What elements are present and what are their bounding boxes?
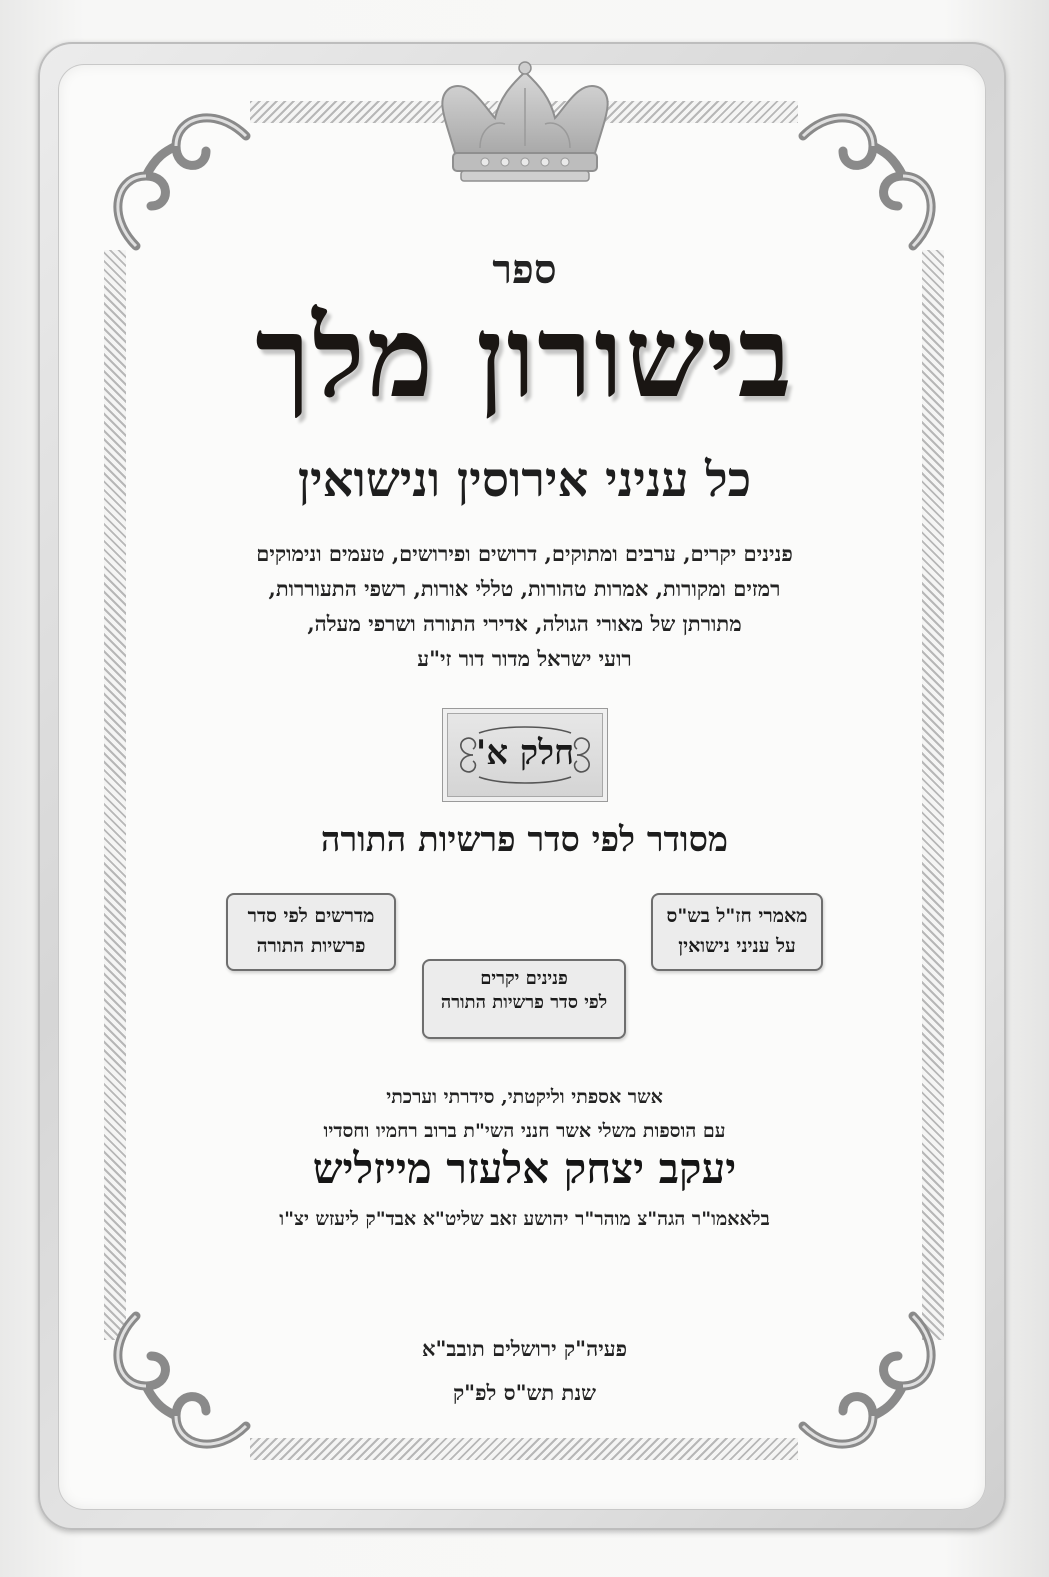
description-line: מתורתן של מאורי הגולה, אדירי התורה ושרפי מעלה, — [307, 611, 742, 636]
publication-place: פעיה"ק ירושלים תובב"א — [421, 1336, 628, 1361]
description-line: פנינים יקרים, ערבים ומתוקים, דרושים ופירושים, טעמים ונימוקים — [256, 541, 793, 566]
feature-box-line: מאמרי חז"ל בש"ס — [666, 905, 808, 927]
compiled-by — [0, 1080, 1049, 1148]
part-label: חלק א' — [475, 733, 575, 773]
feature-box-line: על עניני נישואין — [678, 935, 796, 957]
author-name: יעקב יצחק אלעזר מייזליש — [312, 1144, 737, 1193]
arranged-by-line: מסודר לפי סדר פרשיות התורה — [320, 820, 729, 860]
publication-year: שנת תש"ס לפ"ק — [452, 1380, 597, 1405]
feature-box-line: פרשיות התורה — [256, 935, 366, 957]
feature-box-pearls — [422, 959, 626, 1039]
book-title: בישורון מלך — [255, 292, 794, 423]
sefer-label: ספר — [492, 246, 557, 293]
feature-box-sayings — [651, 893, 823, 971]
description-line: רועי ישראל מדור דור זי"ע — [417, 646, 632, 671]
scroll-ornament-icon — [96, 96, 266, 266]
description — [0, 536, 1049, 676]
hatched-border-bottom — [250, 1438, 798, 1460]
compiled-line: אשר אספתי וליקטתי, סידרתי וערכתי — [386, 1086, 663, 1108]
compiled-line: עם הוספות משלי אשר חנני השי"ת ברוב רחמיו וחסדיו — [323, 1120, 726, 1142]
feature-box-midrashim — [226, 893, 396, 971]
part-box — [442, 708, 608, 802]
feature-box-line: פנינים יקרים — [480, 968, 568, 989]
crown-icon — [425, 58, 625, 188]
feature-box-line: מדרשים לפי סדר — [247, 905, 375, 927]
author-lineage: בלאאמו"ר הגה"צ מוהר"ר יהושע זאב שליט"א אבד"ק ליעזש יצ"ו — [279, 1208, 770, 1230]
scroll-ornament-icon — [783, 96, 953, 266]
book-subtitle: כל עניני אירוסין ונישואין — [297, 452, 752, 508]
description-line: רמזים ומקורות, אמרות טהורות, טללי אורות, רשפי התעוררות, — [268, 576, 781, 601]
feature-box-line: לפי סדר פרשיות התורה — [440, 992, 608, 1013]
